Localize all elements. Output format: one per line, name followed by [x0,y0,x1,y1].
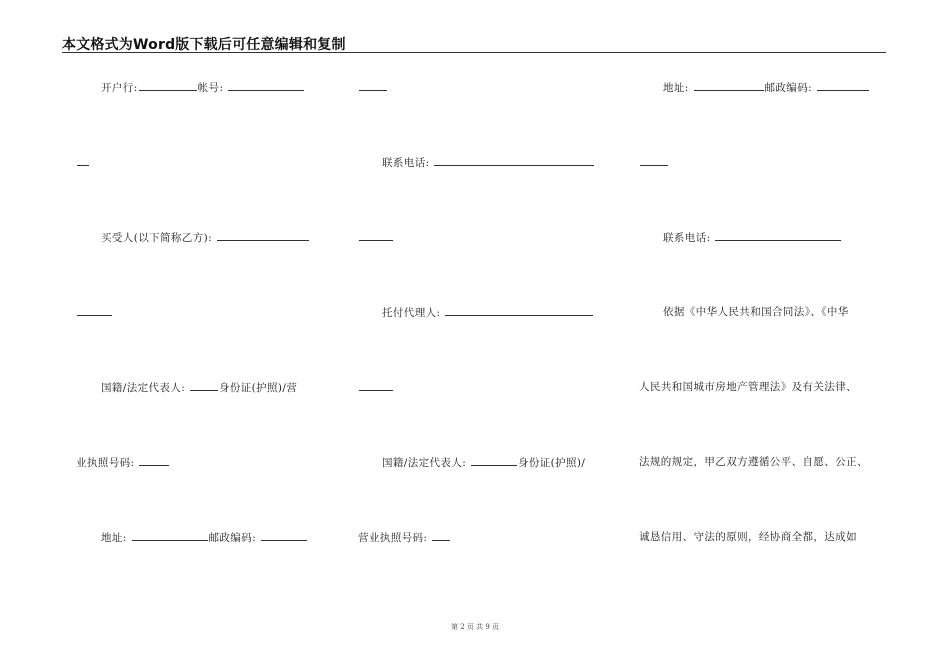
address-label: 地址: [101,532,127,544]
nationality-rep-label: 国籍/法定代表人: [382,457,467,469]
paragraph-line-3: 法规的规定，甲乙双方遵循公平、自愿、公正、 [639,456,868,468]
address-label: 地址: [663,82,689,94]
id-label: 身份证(护照)/营 [218,382,298,394]
license-blank[interactable] [139,455,169,466]
paragraph-line-1: 依据《中华人民共和国合同法》、《中华 [663,306,849,318]
license-label: 业执照号码: [76,457,135,469]
continuation-blank[interactable] [359,230,393,241]
agent-license-line [358,530,451,545]
postcode-blank[interactable] [261,530,307,541]
rep-blank[interactable] [471,455,517,466]
continuation-blank[interactable] [77,305,112,316]
account-blank[interactable] [228,80,304,91]
buyer-license-line [76,455,170,470]
agent-line [382,305,594,320]
paragraph-line-2: 人民共和国城市房地产管理法》及有关法律、 [639,381,857,393]
agent-rep-line [382,455,585,470]
buyer-line [101,230,310,245]
buyer-rep-line [101,380,297,395]
col2-blank-line-1 [358,80,388,95]
col1-blank-line-2 [76,305,113,320]
id-label: 身份证(护照)/ [517,457,586,469]
col3-blank-line-1 [639,155,669,170]
agent-label: 托付代理人: [382,307,441,319]
buyer-phone-line [663,230,842,245]
address-blank[interactable] [694,80,764,91]
address-blank[interactable] [132,530,208,541]
postcode-label: 邮政编码: [764,82,813,94]
phone-blank[interactable] [434,155,594,166]
bank-line [101,80,305,95]
license-label: 营业执照号码: [358,532,428,544]
continuation-blank[interactable] [359,80,387,91]
account-label: 帐号: [197,82,224,94]
postcode-label: 邮政编码: [208,532,257,544]
continuation-blank[interactable] [77,155,89,166]
col2-blank-line-2 [358,230,394,245]
page-number: 第 2 页 共 9 页 [450,623,500,631]
nationality-rep-label: 国籍/法定代表人: [101,382,186,394]
phone-label: 联系电话: [663,232,711,244]
buyer-address-line [101,530,308,545]
col2-blank-line-3 [358,380,394,395]
header-divider [62,52,886,53]
rep-blank[interactable] [190,380,218,391]
col1-blank-line-1 [76,155,90,170]
seller-phone-line [382,155,595,170]
agent-blank[interactable] [445,305,593,316]
bank-blank[interactable] [139,80,197,91]
phone-blank[interactable] [715,230,841,241]
bank-label: 开户行: [101,82,138,94]
license-blank[interactable] [432,530,450,541]
paragraph-line-4: 诚恳信用、守法的原则，经协商全都，达成如 [639,531,857,543]
phone-label: 联系电话: [382,157,430,169]
continuation-blank[interactable] [640,155,668,166]
document-header-title: 本文格式为Word版下载后可任意编辑和复制 [62,37,346,53]
buyer-label: 买受人(以下简称乙方): [101,232,213,244]
continuation-blank[interactable] [359,380,393,391]
postcode-blank[interactable] [817,80,869,91]
buyer-blank[interactable] [217,230,309,241]
seller-address-line [663,80,870,95]
